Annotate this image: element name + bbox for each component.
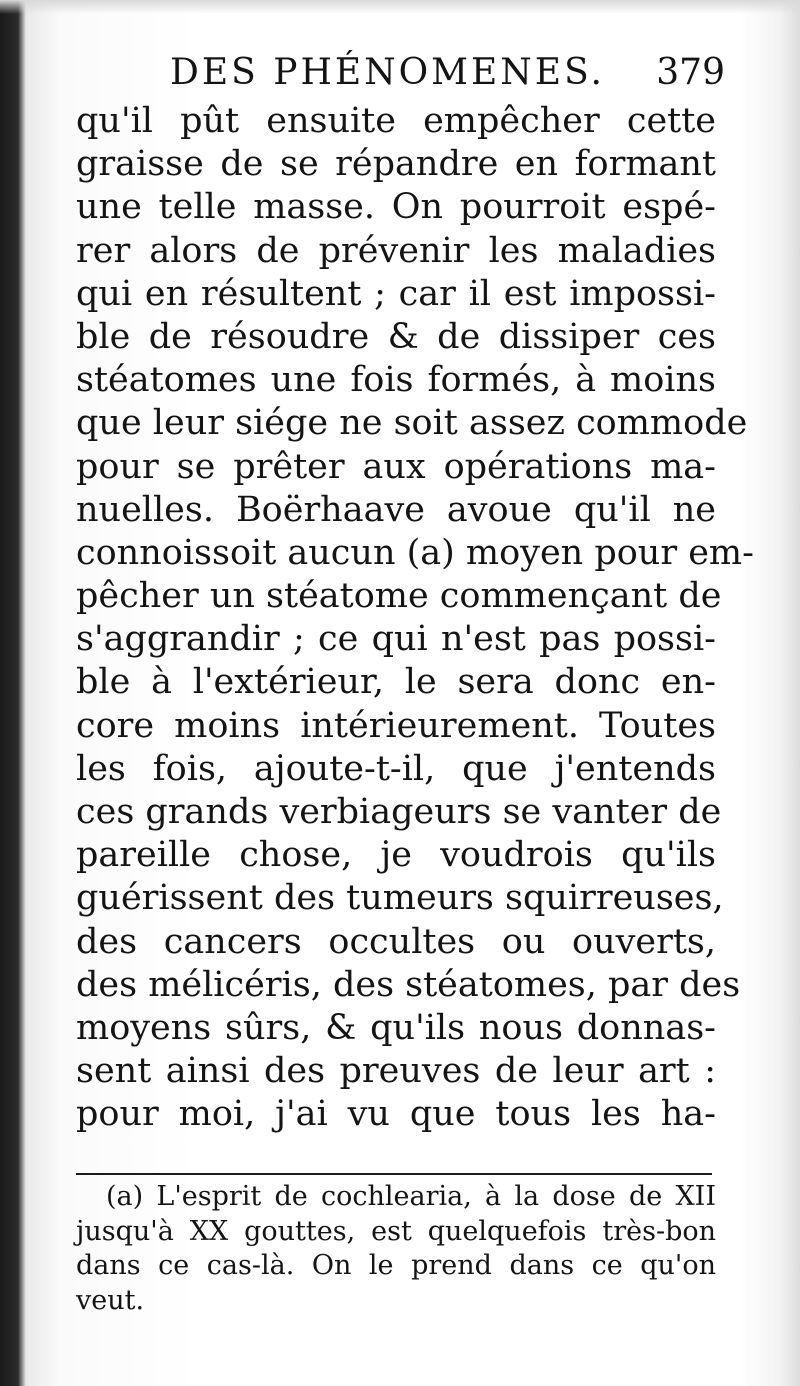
footnote-line: veut. [76,1284,145,1316]
body-text [76,100,754,1137]
text-line: graisse de se répandre en formant [76,144,716,185]
text-line: ces grands verbiageurs se vanter de [76,792,722,832]
text-line: des cancers occultes ou ouverts, [76,921,716,962]
footnote-rule [76,1173,712,1175]
text-line: ble de résoudre & de dissiper ces [76,316,716,357]
page-number: 379 [656,52,725,93]
text-line: guérissent des tumeurs squirreuses, [76,878,724,919]
text-line: que leur siége ne soit assez commode [76,403,748,444]
text-line: moyens sûrs, & qu'ils nous donnas- [76,1007,716,1048]
running-head: DES PHÉNOMENES. [170,52,605,93]
text-line: pour se prêter aux opérations ma- [76,446,716,487]
text-line: qu'il pût ensuite empêcher cette [76,101,716,141]
text-line: qui en résultent ; car il est impossi- [76,273,716,314]
text-line: pêcher un stéatome commençant de [76,576,722,617]
page-header [170,52,725,102]
page-top-shadow [0,0,800,14]
footnote [76,1180,716,1318]
footnote-line: dans ce cas-là. On le prend dans ce qu'on [76,1250,716,1281]
text-line: connoissoit aucun (a) moyen pour em- [76,532,754,573]
text-line: core moins intérieurement. Toutes [76,705,716,746]
text-line: stéatomes une fois formés, à moins [76,360,716,401]
text-line: sent ainsi des preuves de leur art : [76,1051,716,1092]
text-line: pour moi, j'ai vu que tous les ha- [76,1094,716,1135]
text-line: des mélicéris, des stéatomes, par des [76,964,741,1005]
text-line: nuelles. Boërhaave avoue qu'il ne [76,489,716,530]
text-line: ble à l'extérieur, le sera donc en- [76,662,716,703]
footnote-line: (a) L'esprit de cochlearia, à la dose de XII [106,1181,716,1212]
text-line: rer alors de prévenir les maladies [76,230,716,271]
text-line: s'aggrandir ; ce qui n'est pas possi- [76,619,716,660]
footnote-line: jusqu'à XX gouttes, est quelquefois très-bon [76,1215,716,1247]
text-line: pareille chose, je voudrois qu'ils [76,835,716,876]
text-line: les fois, ajoute-t-il, que j'entends [76,748,716,789]
text-line: une telle masse. On pourroit espé- [76,187,716,228]
